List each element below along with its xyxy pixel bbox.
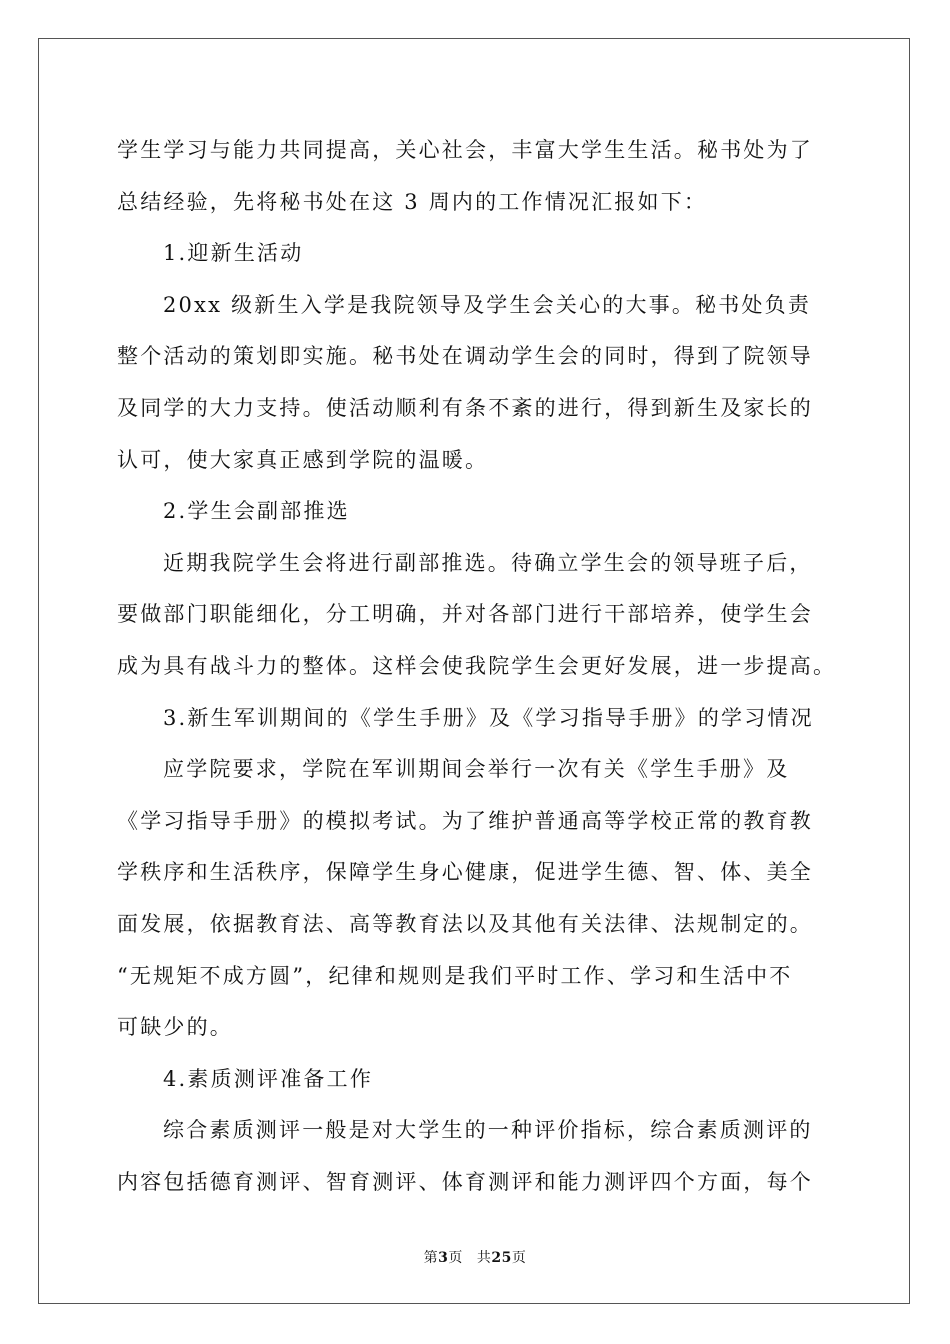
text-line: 学秩序和生活秩序，保障学生身心健康，促进学生德、智、体、美全 <box>117 860 813 885</box>
section-heading: 4.素质测评准备工作 <box>163 1066 374 1091</box>
text-line: 20xx 级新生入学是我院领导及学生会关心的大事。秘书处负责 <box>163 292 812 317</box>
text-line: 面发展，依据教育法、高等教育法以及其他有关法律、法规制定的。 <box>117 911 813 936</box>
total-pages: 25 <box>491 1250 512 1266</box>
text-line: 学生学习与能力共同提高，关心社会，丰富大学生生活。秘书处为了 <box>117 138 813 162</box>
page-label-prefix: 第 <box>423 1250 439 1266</box>
text-line: “无规矩不成方圆”，纪律和规则是我们平时工作、学习和生活中不 <box>117 963 793 988</box>
text-line: 及同学的大力支持。使活动顺利有条不紊的进行，得到新生及家长的 <box>117 395 813 420</box>
text-line: 可缺少的。 <box>117 1015 233 1040</box>
text-line: 综合素质测评一般是对大学生的一种评价指标，综合素质测评的 <box>163 1118 813 1143</box>
text-line: 认可，使大家真正感到学院的温暖。 <box>117 447 489 472</box>
text-line: 内容包括德育测评、智育测评、体育测评和能力测评四个方面，每个 <box>117 1169 813 1194</box>
text-line: 应学院要求，学院在军训期间会举行一次有关《学生手册》及 <box>163 757 790 782</box>
text-line: 《学习指导手册》的模拟考试。为了维护普通高等学校正常的教育教 <box>117 808 813 833</box>
page-footer <box>0 1247 950 1267</box>
section-heading: 1.迎新生活动 <box>163 241 304 266</box>
page-label-suffix: 页 <box>448 1250 463 1266</box>
document-body <box>117 128 837 1211</box>
text-line: 要做部门职能细化，分工明确，并对各部门进行干部培养，使学生会 <box>117 602 813 627</box>
text-line: 成为具有战斗力的整体。这样会使我院学生会更好发展，进一步提高。 <box>117 653 837 678</box>
text-line: 近期我院学生会将进行副部推选。待确立学生会的领导班子后， <box>163 550 813 575</box>
total-label-prefix: 共 <box>476 1250 492 1266</box>
total-label-suffix: 页 <box>511 1250 527 1266</box>
text-line: 总结经验，先将秘书处在这 3 周内的工作情况汇报如下： <box>117 189 708 214</box>
text-line: 整个活动的策划即实施。秘书处在调动学生会的同时，得到了院领导 <box>117 344 813 369</box>
page-number: 3 <box>438 1250 449 1266</box>
section-heading: 3.新生军训期间的《学生手册》及《学习指导手册》的学习情况 <box>163 705 814 730</box>
section-heading: 2.学生会副部推选 <box>163 499 350 524</box>
